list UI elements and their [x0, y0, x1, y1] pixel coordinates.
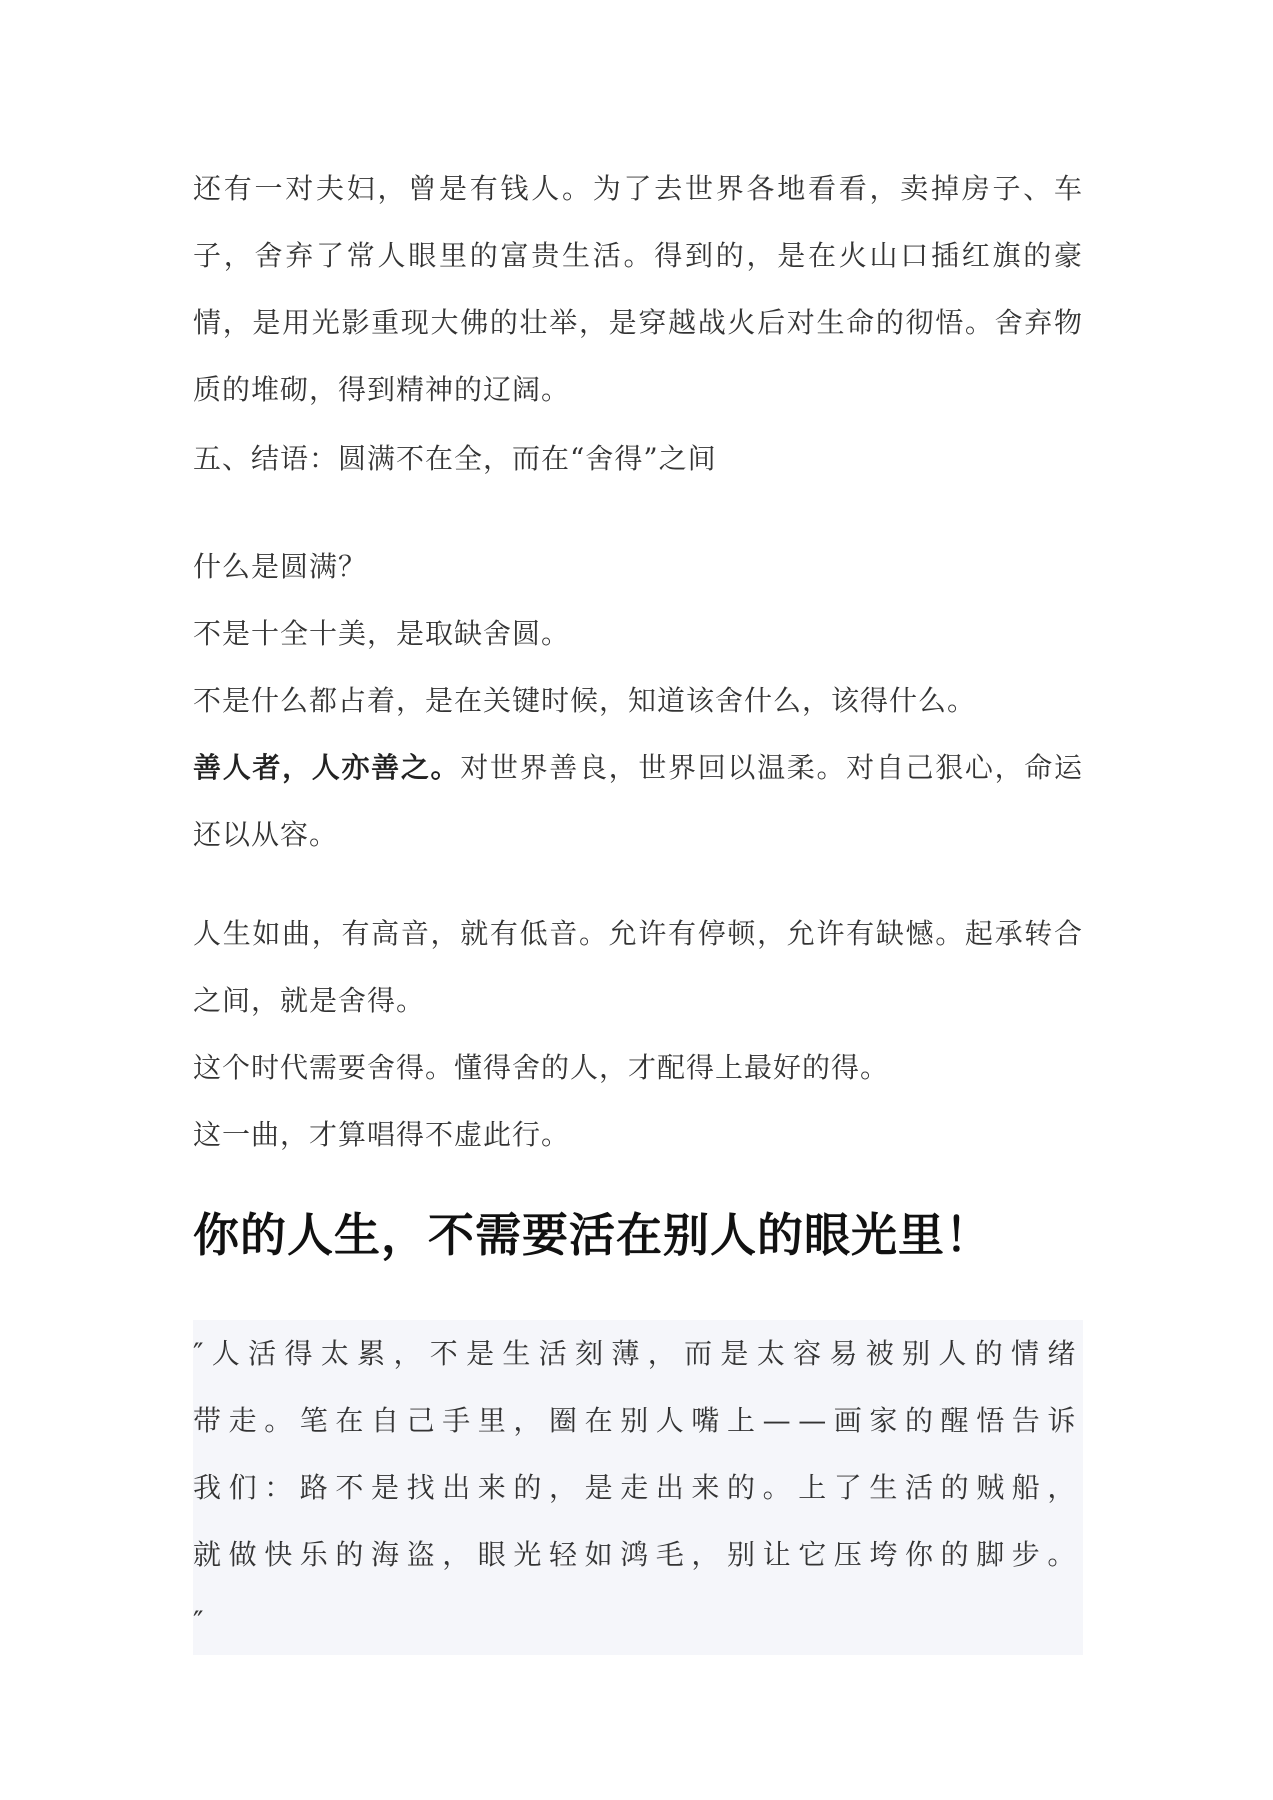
kindness-rest: 对世界善良，世界回以温柔。对自己狠心，命运还以从容。 — [193, 751, 1083, 851]
paragraph-know-what-to-give: 不是什么都占着，是在关键时候，知道该舍什么，该得什么。 — [193, 684, 977, 717]
paragraph-what-is-fulfillment: 什么是圆满？ — [193, 550, 368, 583]
section-5-closing — [193, 900, 1083, 1168]
article-title: 你的人生，不需要活在别人的眼光里！ — [193, 1208, 992, 1262]
paragraph-life-like-song: 人生如曲，有高音，就有低音。允许有停顿，允许有缺憾。起承转合之间，就是舍得。 — [193, 917, 1083, 1017]
section-5-heading: 五、结语：圆满不在全，而在“舍得”之间 — [193, 442, 717, 475]
paragraph-couple-story: 还有一对夫妇，曾是有钱人。为了去世界各地看看，卖掉房子、车子，舍弃了常人眼里的富贵生活。得到的，是在火山口插红旗的豪情，是用光影重现大佛的壮举，是穿越战火后对生命的彻悟。舍弃物质的堆砌，得到精神的辽阔。 — [193, 172, 1083, 406]
quote-text: ″人活得太累，不是生活刻薄，而是太容易被别人的情绪带走。笔在自己手里，圈在别人嘴上——画家的醒悟告诉我们：路不是找出来的，是走出来的。上了生活的贼船，就做快乐的海盗，眼光轻如鸿毛，别让它压垮你的脚步。″ — [193, 1337, 1084, 1638]
section-5-body — [193, 533, 1083, 868]
blockquote — [193, 1320, 1083, 1655]
paragraph-kindness — [193, 734, 1083, 868]
paragraph-this-song: 这一曲，才算唱得不虚此行。 — [193, 1118, 571, 1151]
paragraph-not-perfect: 不是十全十美，是取缺舍圆。 — [193, 617, 571, 650]
section-4-tail — [193, 155, 1083, 423]
bold-quote-kindness: 善人者，人亦善之。 — [193, 751, 461, 784]
paragraph-era-needs: 这个时代需要舍得。懂得舍的人，才配得上最好的得。 — [193, 1051, 890, 1084]
